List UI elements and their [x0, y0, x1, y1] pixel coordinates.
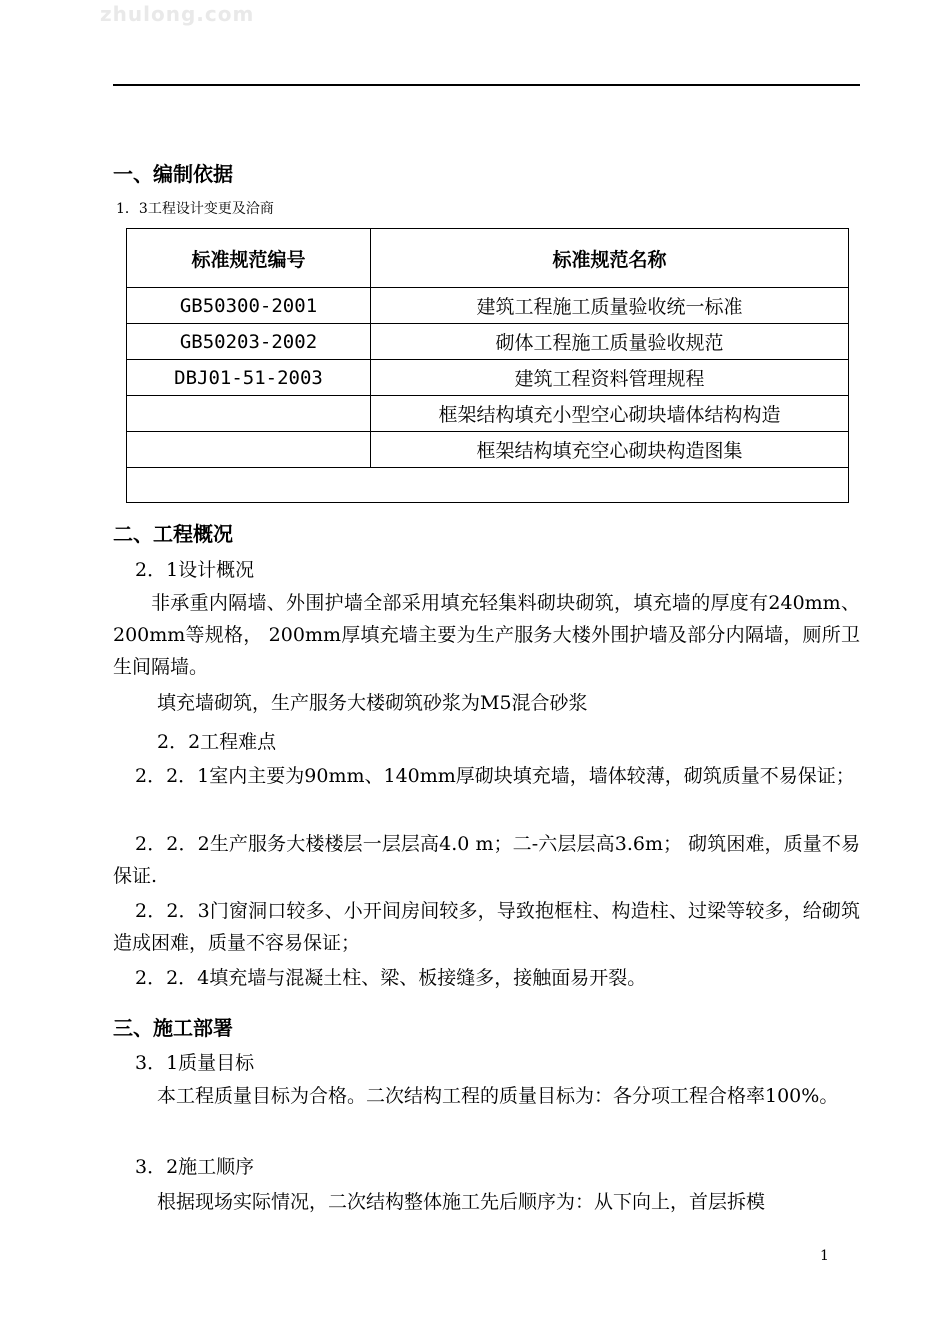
table-cell-name: 框架结构填充小型空心砌块墙体结构构造 [371, 396, 849, 432]
standards-table [126, 228, 849, 503]
table-cell-name: 砌体工程施工质量验收规范 [371, 324, 849, 360]
paragraph-mortar: 填充墙砌筑，生产服务大楼砌筑砂浆为M5混合砂浆 [157, 692, 588, 714]
table-row [127, 432, 849, 468]
table-row [127, 324, 849, 360]
subsection-2-2: 2．2工程难点 [157, 731, 277, 753]
section-1-subtitle: 1．3工程设计变更及洽商 [116, 201, 274, 217]
table-empty-cell [127, 468, 849, 503]
page-number: 1 [820, 1248, 829, 1264]
paragraph-sequence: 根据现场实际情况，二次结构整体施工先后顺序为：从下向上，首层拆模 [157, 1191, 766, 1213]
item-2-2-2: 2．2．2生产服务大楼楼层一层层高4.0 m；二-六层层高3.6m； 砌筑困难，质量不易保证. [113, 833, 860, 887]
watermark: zhulong.com [100, 2, 255, 26]
table-cell-name: 框架结构填充空心砌块构造图集 [371, 432, 849, 468]
table-row [127, 360, 849, 396]
item-2-2-4: 2．2．4填充墙与混凝土柱、梁、板接缝多，接触面易开裂。 [135, 967, 647, 989]
table-cell-code: GB50300-2001 [127, 288, 371, 324]
paragraph-quality-goal: 本工程质量目标为合格。二次结构工程的质量目标为：各分项工程合格率100%。 [157, 1085, 839, 1107]
item-2-2-3: 2．2．3门窗洞口较多、小开间房间较多，导致抱框柱、构造柱、过梁等较多，给砌筑造成困难，质量不容易保证； [113, 900, 860, 954]
table-cell-code [127, 396, 371, 432]
paragraph-design-overview: 非承重内隔墙、外围护墙全部采用填充轻集料砌块砌筑，填充墙的厚度有240mm、200mm等规格， 200mm厚填充墙主要为生产服务大楼外围护墙及部分内隔墙，厕所卫生间隔墙。 [113, 592, 860, 678]
header-rule [113, 84, 860, 86]
table-cell-code [127, 432, 371, 468]
table-cell-name: 建筑工程资料管理规程 [371, 360, 849, 396]
section-1-title: 一、编制依据 [113, 162, 233, 186]
table-header-row [127, 229, 849, 288]
table-empty-row [127, 468, 849, 503]
item-2-2-1: 2．2．1室内主要为90mm、140mm厚砌块填充墙，墙体较薄，砌筑质量不易保证； [135, 765, 855, 787]
table-row [127, 288, 849, 324]
table-cell-code: DBJ01-51-2003 [127, 360, 371, 396]
section-2-title: 二、工程概况 [113, 522, 233, 546]
subsection-2-1: 2．1设计概况 [135, 559, 255, 581]
table-row [127, 396, 849, 432]
table-cell-name: 建筑工程施工质量验收统一标准 [371, 288, 849, 324]
table-cell-code: GB50203-2002 [127, 324, 371, 360]
section-3-title: 三、施工部署 [113, 1016, 233, 1040]
subsection-3-1: 3．1质量目标 [135, 1052, 255, 1074]
subsection-3-2: 3．2施工顺序 [135, 1156, 255, 1178]
table-header-code: 标准规范编号 [127, 229, 371, 288]
table-header-name: 标准规范名称 [371, 229, 849, 288]
